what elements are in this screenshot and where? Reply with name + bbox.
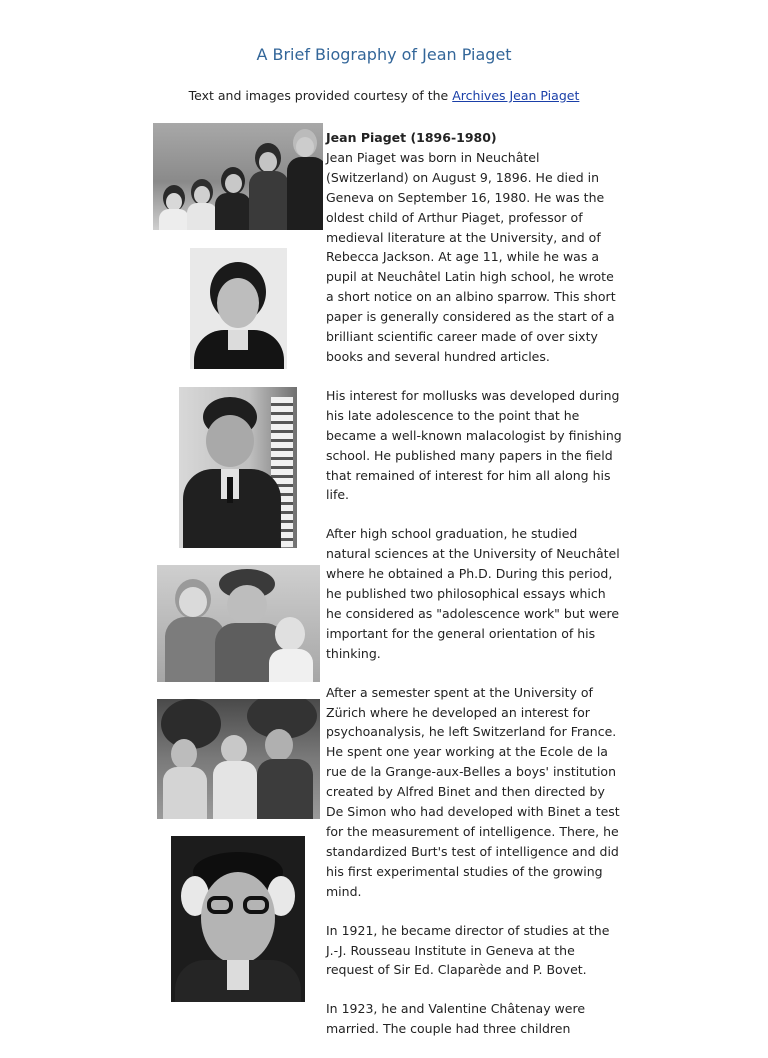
archives-link[interactable]: Archives Jean Piaget [452,88,580,103]
page-title: A Brief Biography of Jean Piaget [256,45,512,64]
paragraph-birth: Jean Piaget was born in Neuchâtel (Switzerland) on August 9, 1896. He died in Geneva on September 16, 1980. He was the oldest child of Arthur Piaget, professor of medieval literature at the University, and of Rebecca Jackson. At age 11, while he was a pupil at Neuchâtel Latin high school, he wrote a short notice on an albino sparrow. This short paper is generally considered as the start of a brilliant scientific career made of over sixty books and several hundred articles. [326,149,616,364]
group-outdoors-photo [157,699,320,819]
paragraph-mollusks: His interest for mollusks was developed during his late adolescence to the point that he became a well-known malacologist by finishing school. He published many papers in the field that remained of interest for him all along his life. [326,387,622,503]
biography-heading: Jean Piaget (1896-1980) [326,130,497,145]
paragraph-1921: In 1921, he became director of studies at the J.-J. Rousseau Institute in Geneva at the request of Sir Ed. Claparède and P. Bovet. [326,922,610,978]
man-with-children-photo [157,565,320,682]
biography-text [326,128,622,1058]
paragraph-1923: In 1923, he and Valentine Châtenay were married. The couple had three children [326,1001,586,1037]
paragraph-zurich-paris: After a semester spent at the University of Zürich where he developed an interest for psychoanalysis, he left Switzerland for France. He spent one year working at the Ecole de la rue de la Grange-aux-Belles a boys' institution created by Alfred Binet and then directed by De Simon who had developed with Binet a test for the measurement of intelligence. There, he standardized Burt's test of intelligence and did his first experimental studies of the growing mind. [326,684,620,899]
credit-text: Text and images provided courtesy of the [188,88,453,103]
paragraph-graduation: After high school graduation, he studied natural sciences at the University of Neuchâtel where he obtained a Ph.D. During this period, he published two philosophical essays which he considered as "adolescence work" but were important for the general orientation of his thinking. [326,526,620,661]
older-portrait-photo [171,836,305,1002]
family-photo [153,123,323,230]
boy-portrait-photo [190,248,287,369]
credit-line [0,88,768,103]
young-man-photo [179,387,297,548]
